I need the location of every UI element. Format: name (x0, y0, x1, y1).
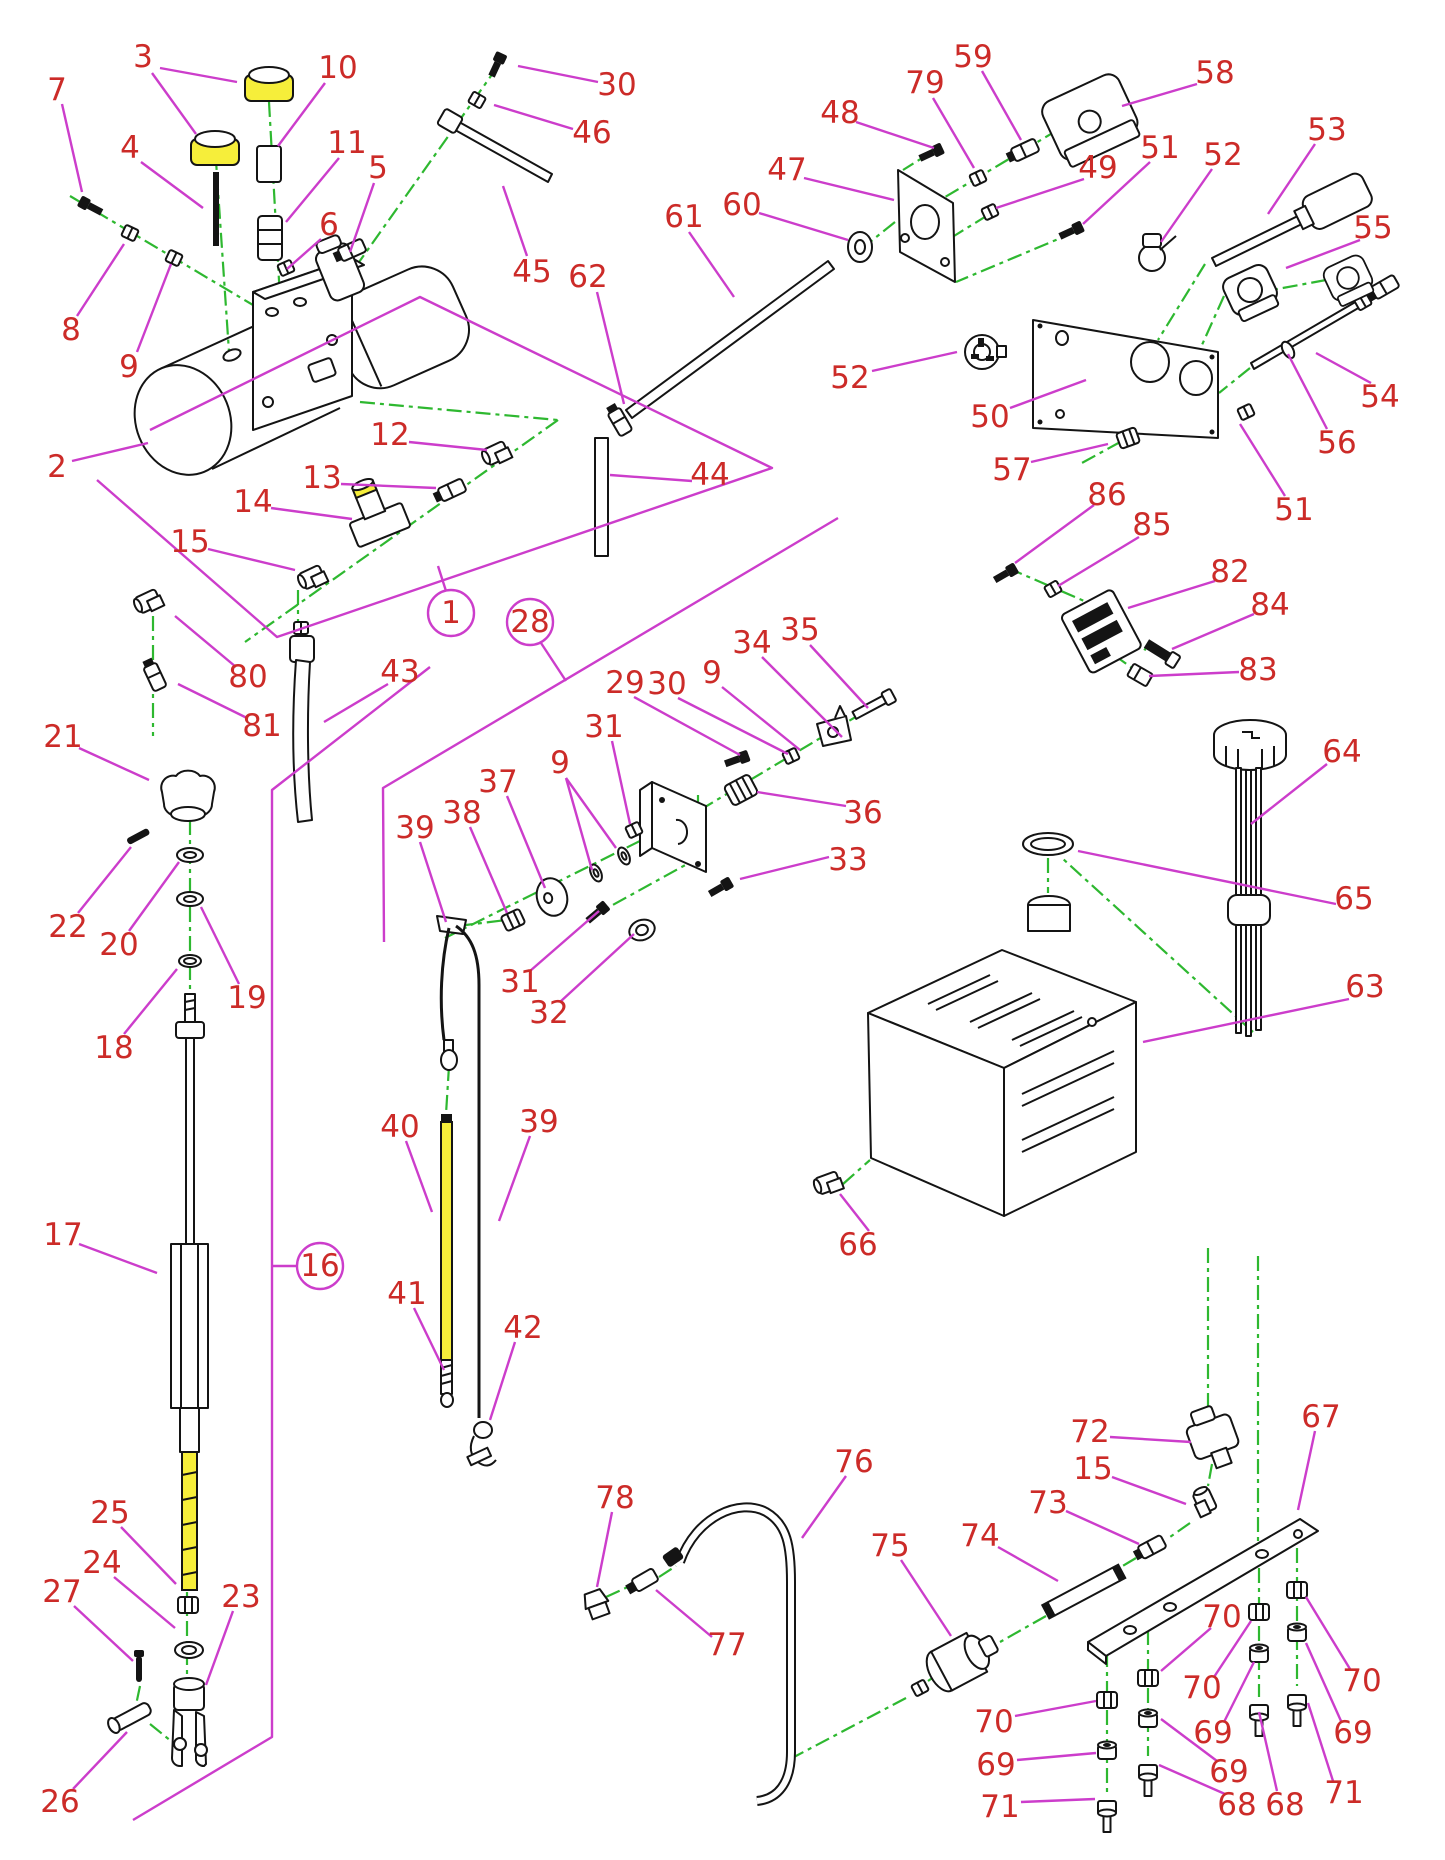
callout-26: 26 (40, 1784, 80, 1820)
gasket-65 (1023, 833, 1073, 855)
callout-78: 78 (595, 1480, 635, 1516)
callout-9: 9 (550, 745, 570, 781)
callout-70: 70 (974, 1704, 1014, 1740)
leader-line-71 (1308, 1703, 1333, 1781)
assembly-marker-label-28: 28 (510, 604, 550, 640)
leader-line-8 (77, 244, 124, 316)
cylinder-17 (171, 994, 208, 1452)
callout-84: 84 (1250, 587, 1290, 623)
callout-40: 40 (380, 1109, 420, 1145)
leader-line-62 (597, 292, 624, 404)
callout-71: 71 (980, 1789, 1020, 1825)
leader-line-49 (996, 179, 1084, 208)
assembly-marker-label-1: 1 (441, 595, 461, 631)
callout-66: 66 (838, 1227, 878, 1263)
hose-fittings-77-78 (581, 1568, 659, 1620)
leader-line-83 (1149, 672, 1239, 676)
leader-line-19 (201, 907, 239, 984)
control-bracket (640, 782, 706, 872)
leader-line-27 (74, 1606, 133, 1661)
callout-52: 52 (830, 360, 870, 396)
leader-line-64 (1251, 764, 1327, 824)
callout-13: 13 (302, 460, 342, 496)
leader-line-70 (1015, 1701, 1096, 1716)
callout-74: 74 (960, 1518, 1000, 1554)
callout-69: 69 (976, 1747, 1016, 1783)
control-panel-50 (1033, 320, 1218, 438)
callout-36: 36 (843, 795, 883, 831)
fuel-sender-64 (1214, 720, 1286, 1036)
callout-61: 61 (664, 199, 704, 235)
leader-line-35 (810, 645, 868, 708)
leader-line-86 (1015, 505, 1094, 563)
leader-line-61 (689, 232, 734, 297)
callout-47: 47 (767, 152, 807, 188)
leader-line-31 (530, 911, 599, 971)
callout-69: 69 (1209, 1754, 1249, 1790)
fuel-tank-63 (868, 896, 1136, 1216)
leader-line-80 (175, 616, 236, 667)
leader-line-69 (1017, 1753, 1096, 1760)
leader-line-3 (160, 68, 237, 82)
leader-line-30 (518, 66, 598, 82)
callout-31: 31 (500, 964, 540, 1000)
callout-53: 53 (1307, 112, 1347, 148)
leader-line-6 (287, 239, 321, 269)
leader-line-67 (1298, 1431, 1315, 1510)
leader-line-79 (933, 98, 974, 168)
callout-27: 27 (42, 1574, 82, 1610)
leader-line-29 (634, 697, 740, 755)
callout-15: 15 (170, 524, 210, 560)
assembly-marker-label-16: 16 (300, 1248, 340, 1284)
cable-sleeve-40-yellow (441, 1114, 452, 1360)
leader-line-44 (610, 475, 692, 481)
tank-fitting-66 (812, 1170, 844, 1197)
leader-line-15 (1112, 1477, 1186, 1504)
callout-69: 69 (1333, 1715, 1373, 1751)
leader-line-46 (494, 105, 573, 129)
leader-line-31 (612, 741, 630, 824)
leader-line-3 (152, 73, 196, 134)
callout-29: 29 (605, 665, 645, 701)
callout-82: 82 (1210, 554, 1250, 590)
leader-line-25 (121, 1527, 176, 1584)
callout-59: 59 (953, 39, 993, 75)
callout-9: 9 (702, 655, 722, 691)
leader-line-23 (206, 1611, 233, 1685)
callout-24: 24 (82, 1545, 122, 1581)
fuse-holder-82 (992, 562, 1181, 686)
callout-11: 11 (327, 125, 367, 161)
leader-line-52 (872, 352, 957, 371)
leader-line-77 (656, 1590, 712, 1637)
callout-70: 70 (1202, 1599, 1242, 1635)
callout-23: 23 (221, 1579, 261, 1615)
leader-line-33 (740, 857, 829, 879)
leader-line-52 (1161, 169, 1212, 242)
leader-line-18 (124, 969, 177, 1034)
leader-line-32 (560, 934, 634, 1002)
leader-line-9 (137, 264, 171, 352)
spacer-and-valve (257, 146, 282, 260)
leader-line-84 (1172, 614, 1254, 649)
leader-line-7 (62, 104, 82, 192)
callout-12: 12 (370, 417, 410, 453)
callout-30: 30 (647, 666, 687, 702)
return-hose-43 (290, 622, 314, 822)
callout-44: 44 (690, 457, 730, 493)
cable-hook-42 (467, 1422, 496, 1466)
callout-35: 35 (780, 612, 820, 648)
callout-8: 8 (61, 312, 81, 348)
leader-line-9 (566, 778, 616, 848)
callout-30: 30 (597, 67, 637, 103)
callout-2: 2 (47, 449, 67, 485)
callout-18: 18 (94, 1030, 134, 1066)
callout-9: 9 (119, 349, 139, 385)
callout-22: 22 (48, 909, 88, 945)
callout-73: 73 (1028, 1485, 1068, 1521)
callout-33: 33 (828, 842, 868, 878)
callout-7: 7 (47, 72, 67, 108)
leader-line-36 (757, 792, 846, 806)
leader-line-47 (804, 178, 894, 200)
leader-line-2 (72, 443, 148, 461)
leader-line-38 (470, 827, 507, 913)
callout-45: 45 (512, 254, 552, 290)
callout-68: 68 (1265, 1787, 1305, 1823)
leader-line-12 (409, 442, 487, 450)
leader-line-15 (208, 549, 295, 570)
callout-38: 38 (442, 795, 482, 831)
leader-line-20 (129, 862, 179, 931)
leader-line-9 (566, 778, 592, 870)
callout-83: 83 (1238, 652, 1278, 688)
key-switch-53 (1212, 171, 1375, 266)
breather-tube-44 (595, 438, 608, 556)
callout-10: 10 (318, 50, 358, 86)
callout-77: 77 (707, 1627, 747, 1663)
callout-4: 4 (120, 130, 140, 166)
callout-81: 81 (242, 708, 282, 744)
callout-71: 71 (1324, 1775, 1364, 1811)
leader-line-45 (503, 186, 527, 256)
callout-19: 19 (227, 980, 267, 1016)
leader-line-39 (499, 1136, 530, 1221)
dipstick (213, 172, 219, 246)
leader-line-22 (78, 847, 131, 913)
leader-line-68 (1259, 1712, 1277, 1791)
callout-3: 3 (133, 39, 153, 75)
callout-58: 58 (1195, 55, 1235, 91)
callout-39: 39 (395, 810, 435, 846)
pump-side-fasteners (77, 195, 183, 266)
callout-14: 14 (233, 484, 273, 520)
leader-line-76 (802, 1476, 846, 1538)
callout-80: 80 (228, 659, 268, 695)
callout-64: 64 (1322, 734, 1362, 770)
leader-line-26 (73, 1732, 127, 1789)
callout-5: 5 (368, 150, 388, 186)
callout-51: 51 (1140, 130, 1180, 166)
callout-25: 25 (90, 1495, 130, 1531)
leader-line-48 (856, 122, 934, 148)
callout-6: 6 (319, 207, 339, 243)
callout-60: 60 (722, 187, 762, 223)
callout-32: 32 (529, 995, 569, 1031)
callout-17: 17 (43, 1217, 83, 1253)
leader-line-51 (1240, 424, 1285, 496)
callout-50: 50 (970, 399, 1010, 435)
callout-70: 70 (1342, 1663, 1382, 1699)
leader-line-41 (414, 1308, 444, 1370)
leader-line-71 (1021, 1799, 1095, 1802)
leader-line-43 (324, 684, 388, 722)
callout-67: 67 (1301, 1399, 1341, 1435)
callout-62: 62 (568, 259, 608, 295)
callout-37: 37 (478, 764, 518, 800)
callout-56: 56 (1317, 425, 1357, 461)
callout-79: 79 (905, 65, 945, 101)
callout-46: 46 (572, 115, 612, 151)
callout-76: 76 (834, 1444, 874, 1480)
leader-line-85 (1058, 537, 1139, 586)
leader-line-39 (420, 842, 446, 922)
knob-21 (126, 771, 215, 845)
callout-86: 86 (1087, 477, 1127, 513)
leader-line-21 (79, 748, 149, 780)
toggle-switch-52 (1139, 234, 1176, 271)
callout-54: 54 (1360, 379, 1400, 415)
leader-line-17 (79, 1244, 157, 1273)
callout-31: 31 (584, 709, 624, 745)
threaded-rod-25-yellow (182, 1452, 197, 1590)
leader-line-58 (1122, 84, 1197, 106)
callout-75: 75 (870, 1528, 910, 1564)
callout-52: 52 (1203, 137, 1243, 173)
leader-line-56 (1288, 354, 1327, 429)
callout-49: 49 (1078, 150, 1118, 186)
leader-line-4 (141, 162, 203, 208)
leader-line-72 (1110, 1437, 1191, 1442)
leader-line-14 (271, 508, 352, 519)
callout-34: 34 (732, 625, 772, 661)
callout-20: 20 (99, 927, 139, 963)
callout-72: 72 (1070, 1414, 1110, 1450)
callout-15: 15 (1073, 1451, 1113, 1487)
leader-line-65 (1078, 851, 1336, 904)
callout-57: 57 (992, 452, 1032, 488)
leader-line-42 (490, 1342, 515, 1420)
leader-line-75 (901, 1560, 951, 1636)
callout-85: 85 (1132, 507, 1172, 543)
callout-39: 39 (519, 1104, 559, 1140)
leader-line-59 (982, 71, 1021, 140)
power-plug-52 (965, 335, 1006, 369)
leader-line-40 (406, 1141, 432, 1212)
leader-line-73 (1066, 1511, 1139, 1544)
callout-69: 69 (1193, 1715, 1233, 1751)
leader-line-74 (998, 1547, 1058, 1581)
ignition-switch-72 (1181, 1401, 1245, 1474)
callout-51: 51 (1274, 492, 1314, 528)
callout-42: 42 (503, 1310, 543, 1346)
leader-line-24 (114, 1577, 175, 1628)
callout-68: 68 (1217, 1787, 1257, 1823)
leader-line-60 (759, 213, 848, 240)
callout-48: 48 (820, 95, 860, 131)
leader-line-78 (597, 1512, 612, 1587)
callout-65: 65 (1334, 881, 1374, 917)
leader-line-82 (1128, 581, 1215, 608)
leader-line-66 (840, 1194, 869, 1231)
clevis-group (106, 1597, 207, 1766)
callout-43: 43 (380, 654, 420, 690)
leader-line-57 (1031, 444, 1108, 462)
callout-70: 70 (1182, 1670, 1222, 1706)
callout-41: 41 (387, 1276, 427, 1312)
callout-layer (40, 39, 1399, 1825)
leader-line-37 (507, 796, 545, 888)
callout-21: 21 (43, 719, 83, 755)
mount-bracket-67 (1088, 1519, 1318, 1664)
callout-55: 55 (1353, 210, 1393, 246)
leader-line-34 (762, 657, 842, 737)
callout-63: 63 (1345, 969, 1385, 1005)
marker-leader-28 (541, 643, 566, 681)
